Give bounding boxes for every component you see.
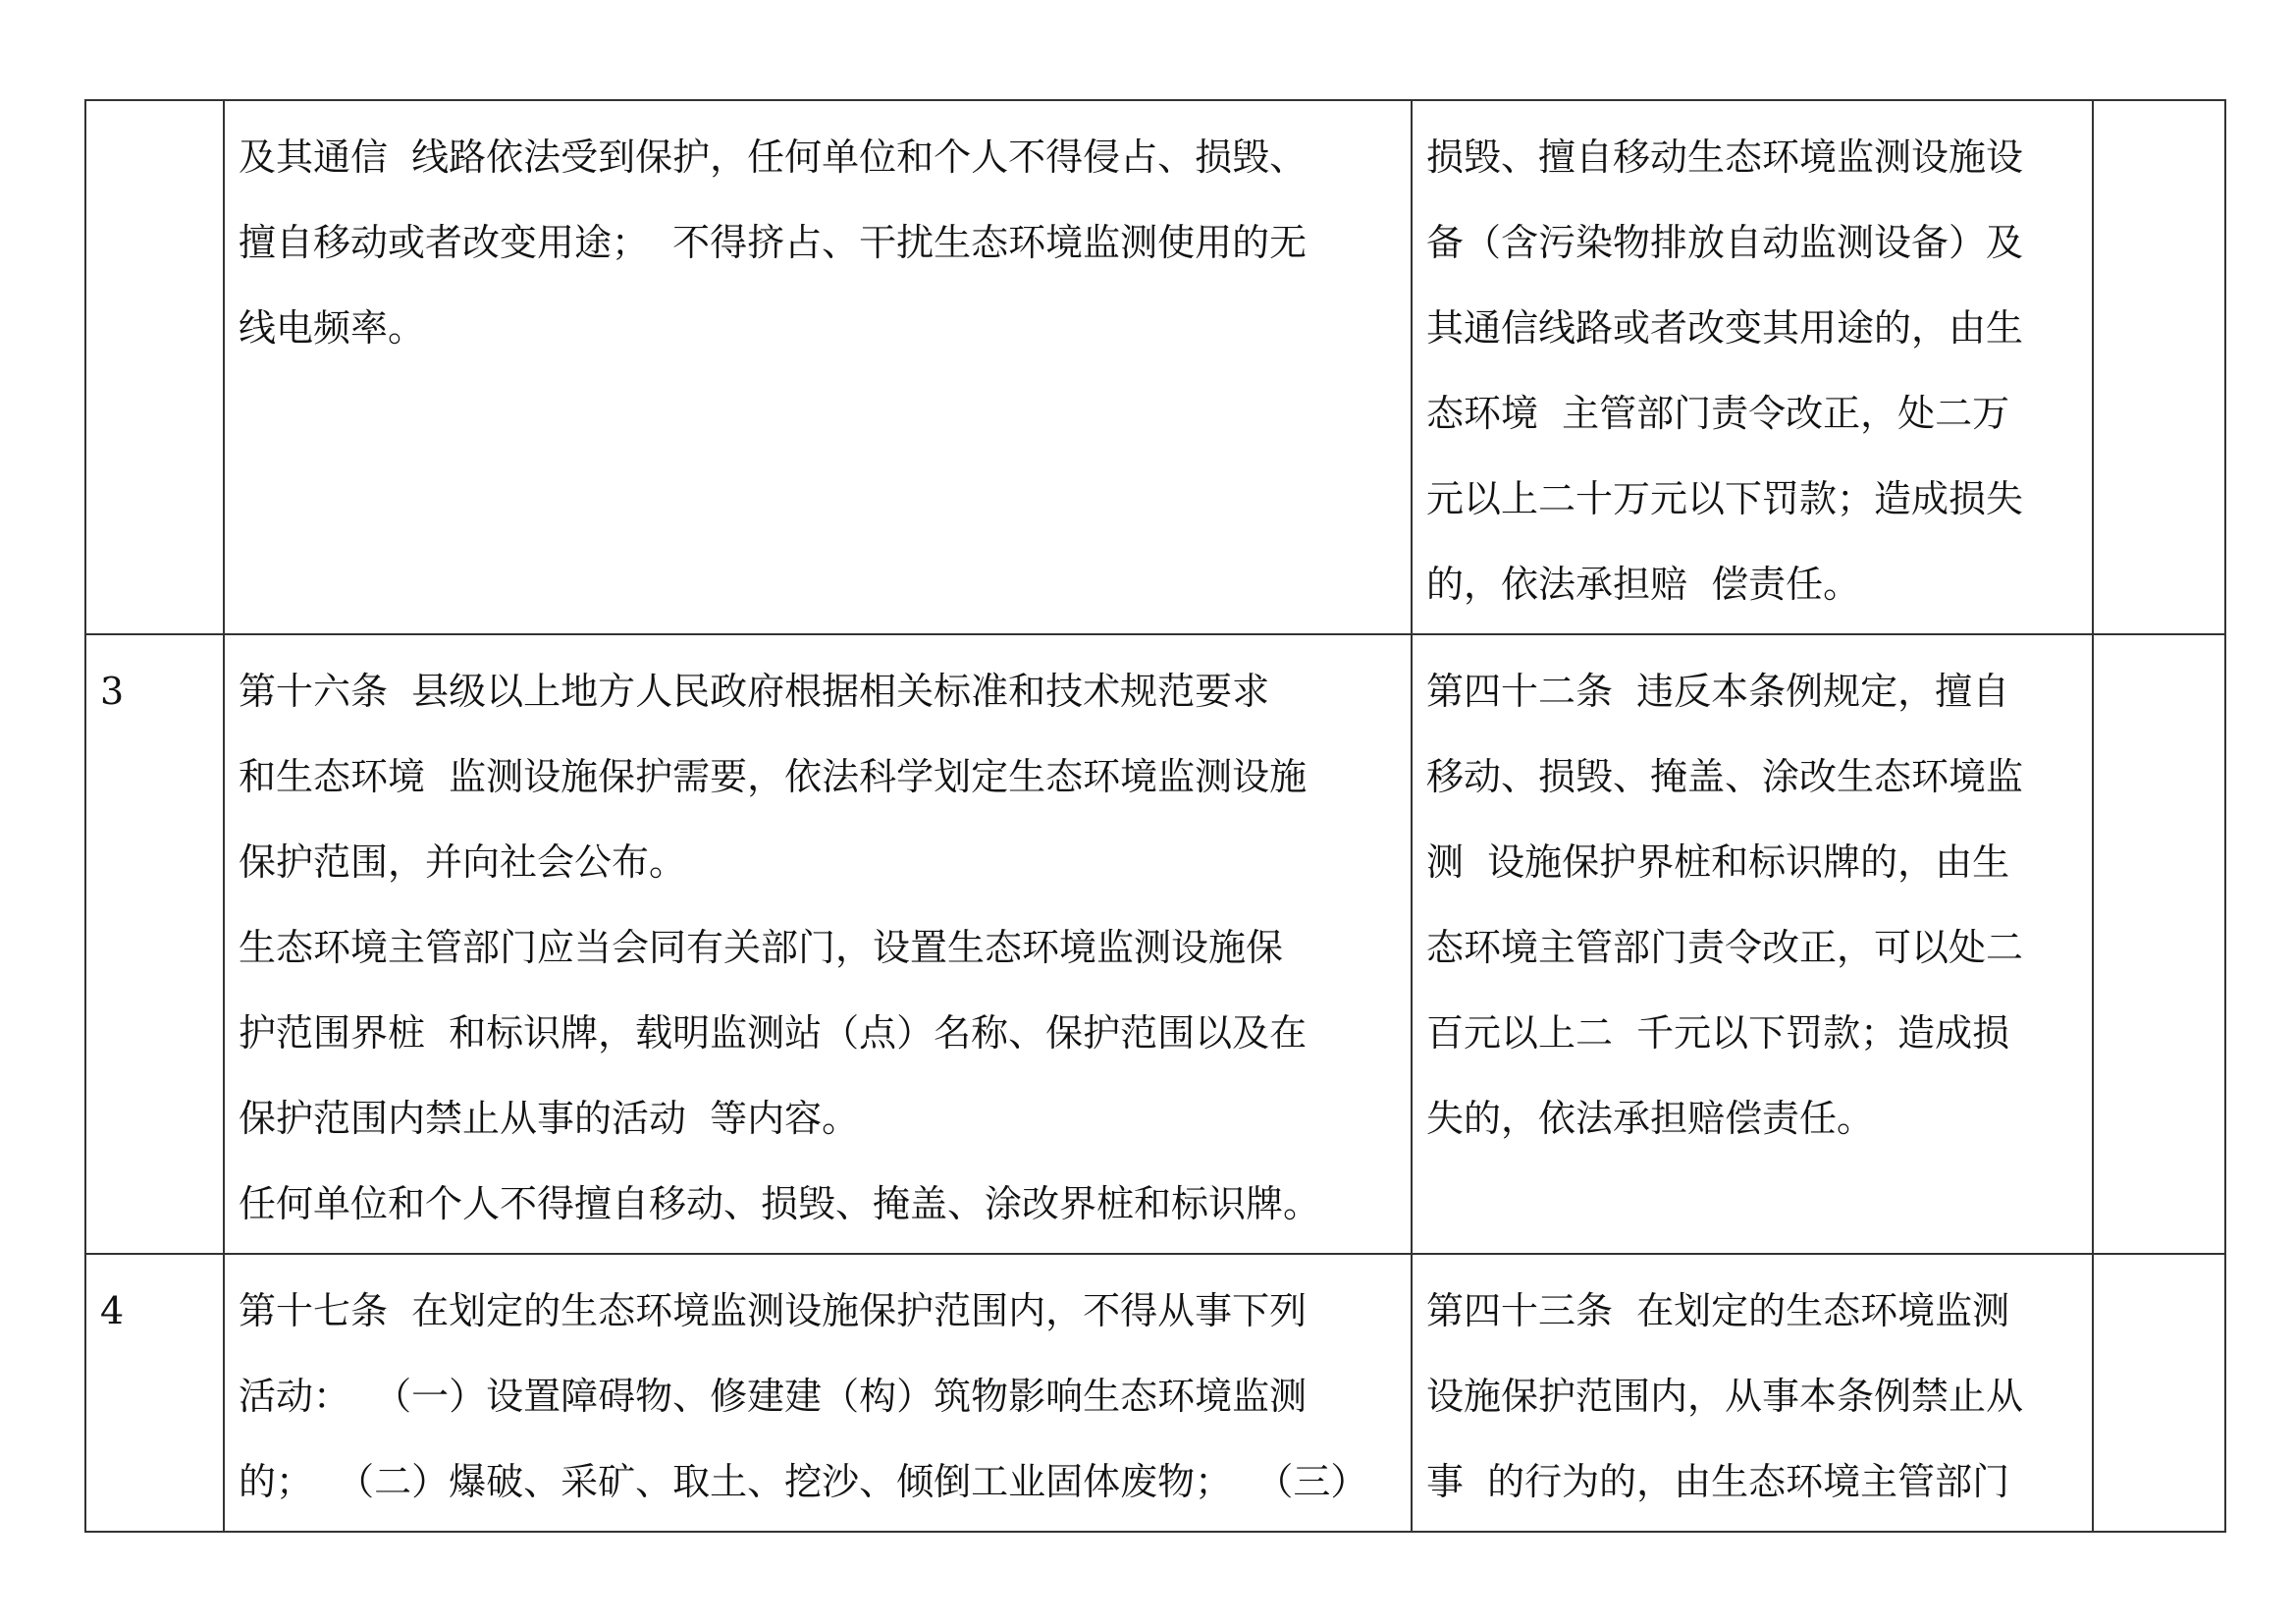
penalty-line: 的，依法承担赔 偿责任。 [1426, 563, 1861, 606]
note-cell [2093, 1254, 2225, 1532]
article-line: 擅自移动或者改变用途； 不得挤占、干扰生态环境监测使用的无 [239, 221, 1308, 264]
note-cell [2093, 100, 2225, 634]
table-row [85, 1254, 2225, 1532]
penalty-line: 第四十三条 在划定的生态环境监测 [1426, 1289, 2010, 1332]
note-cell [2093, 634, 2225, 1254]
penalty-line: 测 设施保护界桩和标识牌的，由生 [1426, 840, 2010, 884]
article-line: 的； （二）爆破、采矿、取土、挖沙、倾倒工业固体废物； （三） [239, 1460, 1368, 1503]
article-line: 任何单位和个人不得擅自移动、损毁、掩盖、涂改界桩和标识牌。 [239, 1182, 1321, 1225]
article-cell [224, 1254, 1412, 1532]
row-number [85, 100, 224, 634]
article-line: 第十七条 在划定的生态环境监测设施保护范围内，不得从事下列 [239, 1289, 1308, 1332]
regulation-comparison-table [84, 99, 2226, 1533]
row-number: 4 [85, 1254, 224, 1532]
table-body [85, 100, 2225, 1532]
article-line: 护范围界桩 和标识牌，载明监测站（点）名称、保护范围以及在 [239, 1011, 1308, 1055]
penalty-line: 设施保护范围内，从事本条例禁止从 [1426, 1375, 2024, 1418]
article-line: 保护范围内禁止从事的活动 等内容。 [239, 1097, 860, 1140]
penalty-line: 其通信线路或者改变其用途的，由生 [1426, 306, 2024, 350]
row-number: 3 [85, 634, 224, 1254]
penalty-cell [1412, 100, 2093, 634]
penalty-line: 移动、损毁、掩盖、涂改生态环境监 [1426, 755, 2024, 798]
article-line: 活动： （一）设置障碍物、修建建（构）筑物影响生态环境监测 [239, 1375, 1308, 1418]
article-line: 第十六条 县级以上地方人民政府根据相关标准和技术规范要求 [239, 670, 1270, 713]
penalty-line: 百元以上二 千元以下罚款；造成损 [1426, 1011, 2010, 1055]
penalty-cell [1412, 1254, 2093, 1532]
penalty-line: 态环境主管部门责令改正，可以处二 [1426, 926, 2024, 969]
penalty-line: 失的，依法承担赔偿责任。 [1426, 1097, 1875, 1140]
penalty-line: 第四十二条 违反本条例规定，擅自 [1426, 670, 2010, 713]
article-cell [224, 100, 1412, 634]
article-line: 和生态环境 监测设施保护需要，依法科学划定生态环境监测设施 [239, 755, 1308, 798]
penalty-line: 元以上二十万元以下罚款；造成损失 [1426, 477, 2024, 520]
table-row [85, 634, 2225, 1254]
article-cell [224, 634, 1412, 1254]
penalty-line: 备（含污染物排放自动监测设备）及 [1426, 221, 2024, 264]
penalty-cell [1412, 634, 2093, 1254]
article-line: 线电频率。 [239, 306, 426, 350]
penalty-line: 事 的行为的，由生态环境主管部门 [1426, 1460, 2010, 1503]
article-line: 生态环境主管部门应当会同有关部门，设置生态环境监测设施保 [239, 926, 1284, 969]
penalty-line: 态环境 主管部门责令改正，处二万 [1426, 392, 2010, 435]
article-line: 及其通信 线路依法受到保护，任何单位和个人不得侵占、损毁、 [239, 135, 1308, 179]
table-row [85, 100, 2225, 634]
penalty-line: 损毁、擅自移动生态环境监测设施设 [1426, 135, 2024, 179]
article-line: 保护范围，并向社会公布。 [239, 840, 687, 884]
